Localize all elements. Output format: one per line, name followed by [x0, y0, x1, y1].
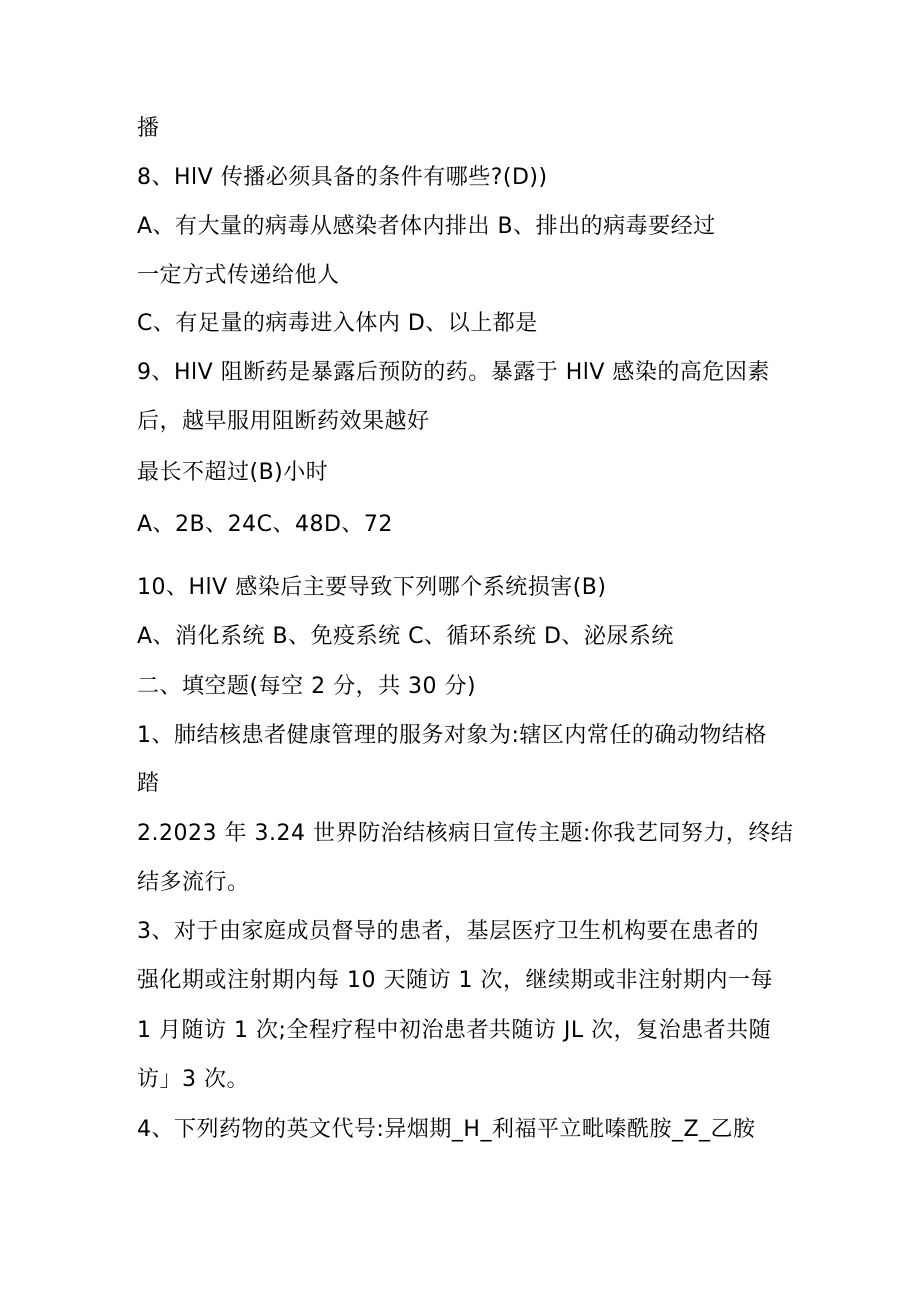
question-9: 9、HlV 阻断药是暴露后预防的药。暴露于 HlV 感染的高危因素 [137, 360, 770, 385]
question-9-cont-2: 最长不超过(B)小时 [137, 460, 329, 485]
question-8: 8、HlV 传播必须具备的条件有哪些?(D)) [137, 165, 548, 190]
question-10: 10、HlV 感染后主要导致下列哪个系统损害(B) [137, 575, 607, 600]
fill-question-4: 4、下列药物的英文代号:异烟期_H_利福平立毗嗪酰胺_Z_乙胺 [137, 1117, 756, 1142]
fill-question-3: 3、对于由家庭成员督导的患者，基层医疗卫生机构要在患者的 [137, 919, 759, 944]
question-8-options-cont: 一定方式传递给他人 [137, 263, 340, 288]
fill-question-3-cont-2: 1 月随访 1 次;全程疗程中初治患者共随访 JL 次，复治患者共随 [137, 1018, 772, 1043]
question-8-options-cd: C、有足量的病毒进入体内 D、以上都是 [137, 311, 538, 336]
question-10-options: A、消化系统 B、免疫系统 C、循环系统 D、泌尿系统 [137, 624, 674, 649]
text-line: 播 [137, 116, 160, 141]
question-9-options: A、2B、24C、48D、72 [137, 512, 393, 537]
fill-question-2-cont: 结多流行。 [137, 870, 250, 895]
fill-question-2: 2.2023 年 3.24 世界防治结核病日宣传主题:你我艺同努力，终结 [137, 821, 794, 846]
question-8-options: A、有大量的病毒从感染者体内排出 B、排出的病毒要经过 [137, 214, 716, 239]
fill-question-3-cont: 强化期或注射期内每 10 天随访 1 次，继续期或非注射期内一每 [137, 968, 773, 993]
fill-question-1-cont: 踏 [137, 771, 160, 796]
section-heading: 二、填空题(每空 2 分，共 30 分) [137, 674, 477, 699]
fill-question-3-cont-3: 访」3 次。 [137, 1067, 249, 1092]
fill-question-1: 1、肺结核患者健康管理的服务对象为:辖区内常任的确动物结格 [137, 723, 767, 748]
question-9-cont: 后，越早服用阻断药效果越好 [137, 409, 430, 434]
